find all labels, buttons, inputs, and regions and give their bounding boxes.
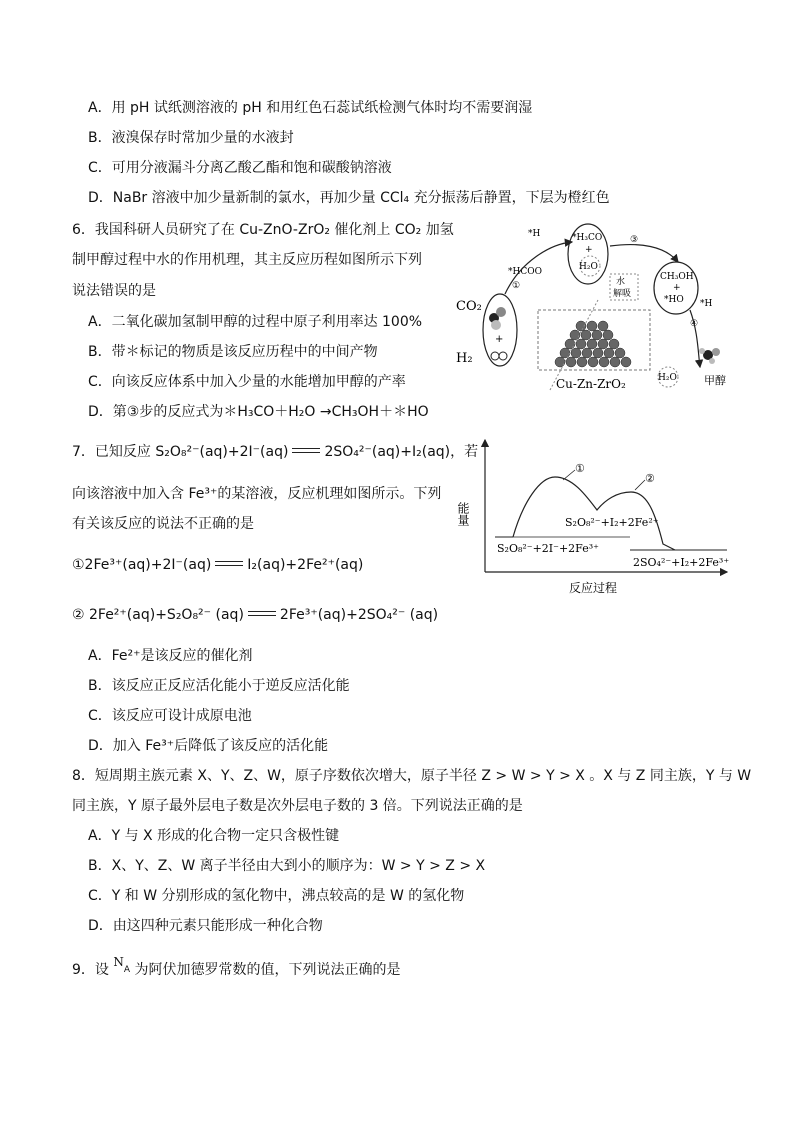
plus-label: + [585, 245, 593, 255]
equilibrium-arrow-icon [248, 608, 276, 620]
peak-2-label: ② [645, 472, 655, 485]
avogadro-subscript: A [123, 964, 131, 975]
q7-option-c: C．该反应可设计成原电池 [88, 708, 252, 724]
q6-option-d: D．第③步的反应式为＊H₃CO＋H₂O →CH₃OH＋＊HO [88, 404, 429, 420]
q5-option-b: B．液溴保存时常加少量的水液封 [88, 130, 294, 146]
q8-option-d: D．由这四种元素只能形成一种化合物 [88, 918, 323, 934]
q6-option-c: C．向该反应体系中加入少量的水能增加甲醇的产率 [88, 374, 406, 390]
q7-option-b: B．该反应正反应活化能小于逆反应活化能 [88, 678, 350, 694]
q5-option-c: C．可用分液漏斗分离乙酸乙酯和饱和碳酸钠溶液 [88, 160, 392, 176]
q7-option-a: A．Fe²⁺是该反应的催化剂 [88, 648, 253, 664]
h-star-right-label: *H [700, 299, 713, 309]
step3-label: ③ [630, 235, 639, 245]
xlabel: 反应过程 [569, 581, 618, 595]
h2o-label-1: H₂O [579, 262, 598, 272]
q7-stem-reactants: 7．已知反应 S₂O₈²⁻(aq)+2I⁻(aq) [72, 444, 289, 460]
hcoo-label: *HCOO [508, 267, 542, 277]
step1-label: ① [512, 281, 521, 291]
q8-option-c: C．Y 和 W 分别形成的氢化物中，沸点较高的是 W 的氢化物 [88, 888, 465, 904]
products-label: 2SO₄²⁻+I₂+2Fe³⁺ [633, 556, 730, 569]
svg-text:+: + [495, 334, 504, 345]
h-star-label: *H [528, 229, 541, 239]
equilibrium-arrow-icon [215, 558, 243, 570]
ho-label: *HO [664, 295, 684, 305]
ylabel: 能量 [456, 502, 470, 526]
svg-text:+: + [673, 283, 681, 293]
q7-eq2-right: 2Fe³⁺(aq)+2SO₄²⁻ (aq) [279, 607, 439, 623]
water-absorb-2: 解吸 [613, 289, 632, 299]
q5-option-d: D．NaBr 溶液中加少量新制的氯水，再加少量 CCl₄ 充分振荡后静置，下层为橙红色 [88, 190, 610, 206]
q7-eq2-left: ② 2Fe²⁺(aq)+S₂O₈²⁻ (aq) [72, 607, 244, 623]
q9-stem-prefix: 9．设 [72, 962, 109, 978]
q7-eq1-right: I₂(aq)+2Fe²⁺(aq) [247, 557, 364, 573]
h2o-label-2: H₂O [658, 373, 677, 383]
q8-option-a: A．Y 与 X 形成的化合物一定只含极性键 [88, 828, 340, 844]
ch3oh-label: CH₃OH [660, 272, 694, 282]
q7-stem-products: 2SO₄²⁻(aq)+I₂(aq)，若 [324, 444, 479, 460]
q7-equation-1 [72, 555, 363, 575]
q7-equation-2 [72, 605, 438, 625]
reactants-label: S₂O₈²⁻+2I⁻+2Fe³⁺ [497, 542, 599, 555]
h2-label: H₂ [456, 351, 473, 366]
q6-option-b: B．带＊标记的物质是该反应历程中的中间产物 [88, 344, 378, 360]
q7-eq1-left: ①2Fe³⁺(aq)+2I⁻(aq) [72, 557, 212, 573]
q8-stem-line-1: 8．短周期主族元素 X、Y、Z、W，原子序数依次增大，原子半径 Z > W > Y > X 。X 与 Z 同主族，Y 与 W [72, 768, 752, 784]
equilibrium-arrow-icon [292, 445, 320, 457]
q6-stem-line-3: 说法错误的是 [72, 283, 156, 299]
q7-stem-line-3: 有关该反应的说法不正确的是 [72, 516, 254, 532]
q8-stem-line-2: 同主族，Y 原子最外层电子数是次外层电子数的 3 倍。下列说法正确的是 [72, 798, 523, 814]
q8-option-b: B．X、Y、Z、W 离子半径由大到小的顺序为：W > Y > Z > X [88, 858, 486, 874]
q7-stem-line-2: 向该溶液中加入含 Fe³⁺的某溶液，反应机理如图所示。下列 [72, 486, 442, 502]
q6-stem-line-2: 制甲醇过程中水的作用机理，其主反应历程如图所示下列 [72, 252, 422, 268]
q6-stem-line-1: 6．我国科研人员研究了在 Cu-ZnO-ZrO₂ 催化剂上 CO₂ 加氢 [72, 222, 454, 238]
methanol-label: 甲醇 [704, 374, 726, 387]
q5-option-a: A．用 pH 试纸测溶液的 pH 和用红色石蕊试纸检测气体时均不需要润湿 [88, 100, 533, 116]
q6-option-a: A．二氧化碳加氢制甲醇的过程中原子利用率达 100% [88, 314, 423, 330]
intermediate-label: S₂O₈²⁻+I₂+2Fe²⁺ [565, 516, 659, 529]
avogadro-symbol: N [113, 955, 124, 969]
h3co-label: *H₃CO [572, 233, 603, 243]
q6-mechanism-diagram [450, 222, 740, 397]
q7-energy-diagram [455, 432, 735, 597]
q7-stem-line-1 [72, 442, 478, 462]
q9-stem-suffix: 为阿伏加德罗常数的值，下列说法正确的是 [134, 962, 401, 978]
peak-1-label: ① [575, 462, 585, 475]
catalyst-label: Cu-Zn-ZrO₂ [556, 377, 626, 391]
co2-label: CO₂ [456, 299, 482, 314]
step4-label: ④ [690, 319, 699, 329]
q7-option-d: D．加入 Fe³⁺后降低了该反应的活化能 [88, 738, 329, 754]
q9-stem [72, 955, 401, 986]
water-absorb-1: 水 [616, 277, 626, 287]
